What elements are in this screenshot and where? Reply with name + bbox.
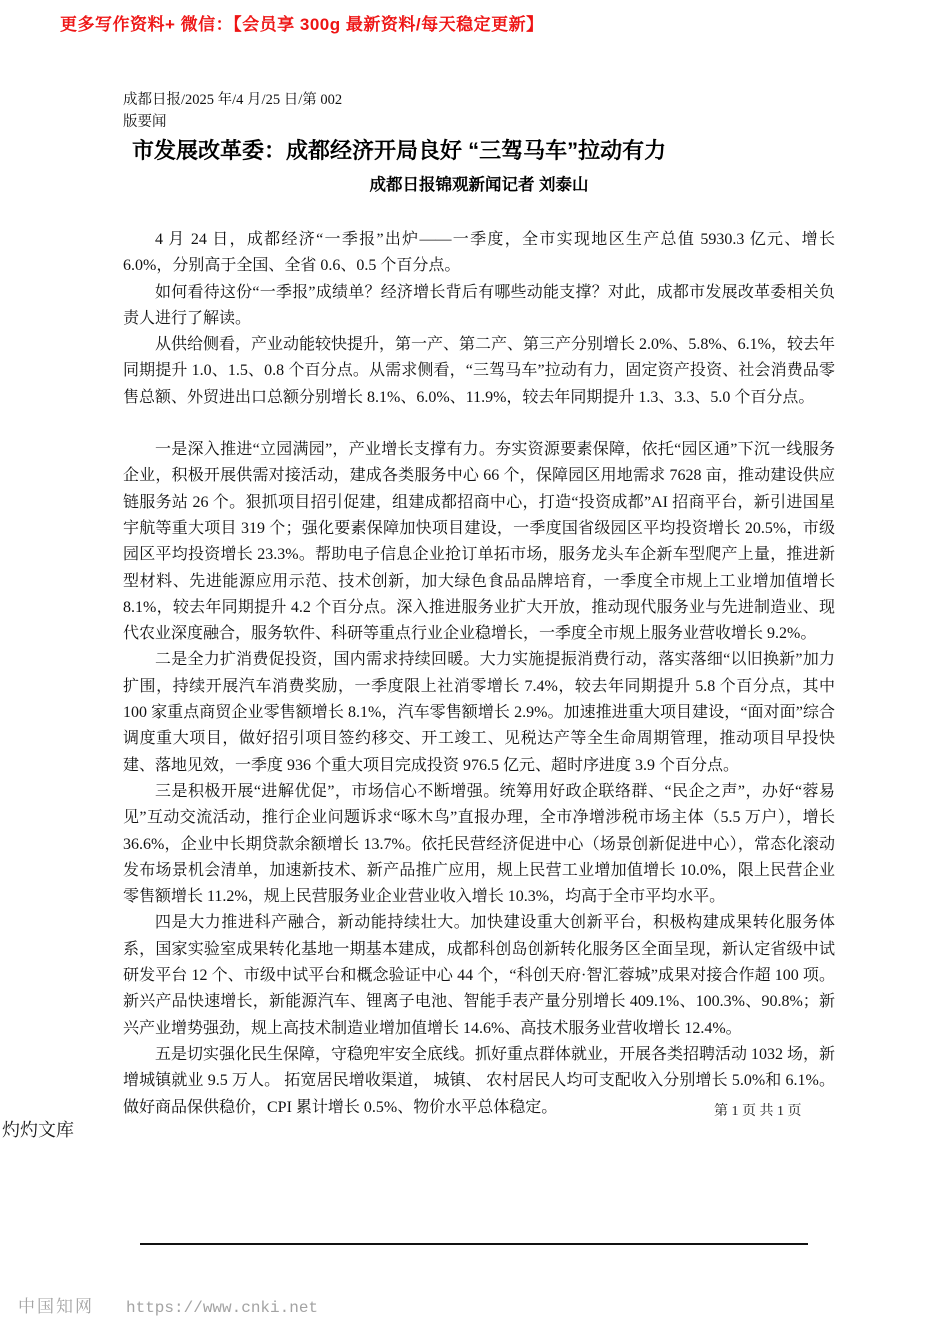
document-page	[123, 89, 835, 1121]
cnki-watermark	[18, 1292, 318, 1317]
article-title: 市发展改革委：成都经济开局良好 “三驾马车”拉动有力	[132, 138, 667, 163]
source-line: 成都日报/2025 年/4 月/25 日/第 002	[123, 92, 343, 108]
paragraph-point-2: 二是全力扩消费促投资，国内需求持续回暖。大力实施提振消费行动，落实落细“以旧换新”加力扩围，持续开展汽车消费奖励，一季度限上社消零增长 7.4%，较去年同期提升 5.8 个百分点，其中 100 家重点商贸企业零售额增长 8.1%，汽车零售额增长 2.9%。加速推进重大项目建设，“面对面”综合调度重大项目，做好招引项目签约移交、开工竣工、见税达产等全生命周期管理，推动项目早投快建、落地见效，一季度 936 个重大项目完成投资 976.5 亿元、超时序进度 3.9 个百分点。	[123, 651, 835, 774]
article-body	[123, 227, 835, 1121]
cnki-site-name: 中国知网	[18, 1297, 94, 1316]
paragraph-point-5: 五是切实强化民生保障，守稳兜牢安全底线。抓好重点群体就业，开展各类招聘活动 1032 场，新增城镇就业 9.5 万人。 拓宽居民增收渠道， 城镇、 农村居民人均可支配收入分别增长 5.0%和 6.1%。做好商品保供稳价，CPI 累计增长 0.5%、物价水平总体稳定。	[123, 1045, 836, 1116]
footer-divider	[140, 1243, 808, 1245]
paragraph-point-1: 一是深入推进“立园满园”，产业增长支撑有力。夯实资源要素保障，依托“园区通”下沉一线服务企业，积极开展供需对接活动，建成各类服务中心 66 个，保障园区用地需求 7628 亩，推动建设供应链服务站 26 个。狠抓项目招引促建，组建成都招商中心，打造“投资成都”AI 招商平台，新引进国星宇航等重大项目 319 个；强化要素保障加快项目建设，一季度国省级园区平均投资增长 20.5%，市级园区平均投资增长 23.3%。帮助电子信息企业抢订单拓市场，服务龙头车企新车型爬产上量，推进新型材料、先进能源应用示范、技术创新，加大绿色食品品牌培育，一季度全市规上工业增加值增长 8.1%，较去年同期提升 4.2 个百分点。深入推进服务业扩大开放，推动现代服务业与先进制造业、现代农业深度融合，服务软件、科研等重点行业企业稳增长，一季度全市规上服务业营收增长 9.2%。	[123, 441, 835, 643]
paragraph-lead: 4 月 24 日，成都经济“一季报”出炉——一季度，全市实现地区生产总值 5930.3 亿元、增长 6.0%，分别高于全国、全省 0.6、0.5 个百分点。	[123, 231, 835, 275]
page-indicator: 第 1 页 共 1 页	[714, 1104, 802, 1119]
paragraph-overview: 从供给侧看，产业动能较快提升，第一产、第二产、第三产分别增长 2.0%、5.8%、6.1%，较去年同期提升 1.0、1.5、0.8 个百分点。从需求侧看，“三驾马车”拉动有力，固定资产投资、社会消费品零售总额、外贸进出口总额分别增长 8.1%、6.0%、11.9%，较去年同期提升 1.3、3.3、5.0 个百分点。	[123, 336, 835, 406]
paragraph-point-3: 三是积极开展“进解优促”，市场信心不断增强。统筹用好政企联络群、“民企之声”，办好“蓉易见”互动交流活动，推行企业问题诉求“啄木鸟”直报办理，全市净增涉税市场主体（5.5 万户），增长 36.6%，企业中长期贷款余额增长 13.7%。依托民营经济促进中心（场景创新促进中心），常态化滚动发布场景机会清单，加速新技术、新产品推广应用，规上民营工业增加值增长 10.0%，限上民营企业零售额增长 11.2%，规上民营服务业企业营业收入增长 10.3%，均高于全市平均水平。	[123, 782, 835, 906]
library-watermark: 灼灼文库	[2, 1120, 74, 1140]
section-line: 版要闻	[123, 114, 167, 130]
paragraph-point-4: 四是大力推进科产融合，新动能持续壮大。加快建设重大创新平台，积极构建成果转化服务体系，国家实验室成果转化基地一期基本建成，成都科创岛创新转化服务区全面呈现，新认定省级中试研发平台 12 个、市级中试平台和概念验证中心 44 个，“科创天府·智汇蓉城”成果对接合作超 100 项。新兴产品快速增长，新能源汽车、锂离子电池、智能手表产量分别增长 409.1%、100.3%、90.8%；新兴产业增势强劲，规上高技术制造业增加值增长 14.6%、高技术服务业营收增长 12.4%。	[123, 914, 835, 1037]
promo-banner: 更多写作资料+ 微信：【会员享 300g 最新资料/每天稳定更新】	[60, 15, 544, 34]
paragraph-question: 如何看待这份“一季报”成绩单？经济增长背后有哪些动能支撑？对此，成都市发展改革委相关负责人进行了解读。	[123, 283, 835, 327]
cnki-site-url: https://www.cnki.net	[126, 1299, 319, 1317]
article-byline: 成都日报锦观新闻记者 刘泰山	[369, 176, 589, 194]
